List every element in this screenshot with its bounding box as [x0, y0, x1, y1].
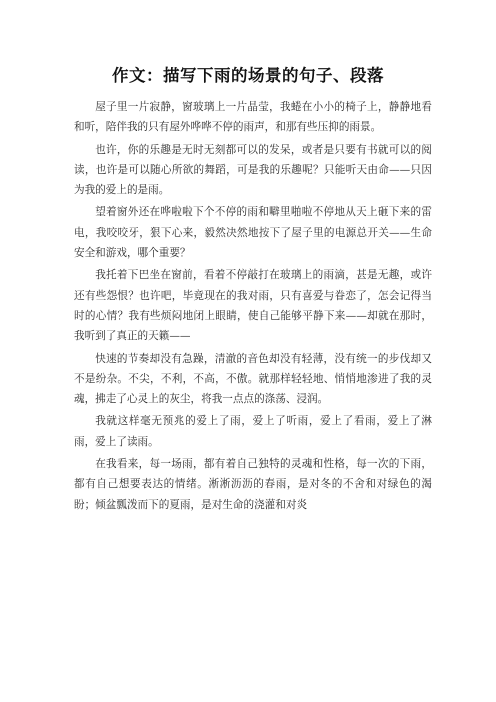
document-body	[74, 97, 432, 517]
paragraph: 在我看来，每一场雨，都有着自己独特的灵魂和性格，每一次的下雨，都有自己想要表达的情绪。淅淅沥沥的春雨，是对冬的不舍和对绿色的渴盼；倾盆瓢泼而下的夏雨，是对生命的浇灌和对炎	[74, 458, 432, 511]
paragraph: 望着窗外还在哗啦啦下个不停的雨和噼里啪啦不停地从天上砸下来的雷电，我咬咬牙，狠下心来，毅然决然地按下了屋子里的电源总开关——生命安全和游戏，哪个重要？	[74, 206, 432, 260]
paragraph: 屋子里一片寂静，窗玻璃上一片晶莹，我蜷在小小的椅子上，静静地看和听，陪伴我的只有屋外哗哗不停的雨声，和那有些压抑的雨景。	[74, 101, 432, 134]
paragraph: 快速的节奏却没有急躁，清澈的音色却没有轻薄，没有统一的步伐却又不是纷杂。不尖，不利，不高，不傲。就那样轻轻地、悄悄地渗进了我的灵魂，拂走了心灵上的灰尘，将我一点点的涤荡、浸润。	[74, 352, 432, 406]
paragraph: 我托着下巴坐在窗前，看着不停敲打在玻璃上的雨滴，甚是无趣，或许还有些怨恨？也许吧，毕竟现在的我对雨，只有喜爱与眷恋了，怎会记得当时的心情？我有些烦闷地闭上眼睛，使自己能够平静下来——却就在那时，我听到了真正的天籁——	[74, 269, 432, 343]
document-title: 作文：描写下雨的场景的句子、段落	[112, 66, 384, 85]
paragraph: 也许，你的乐趣是无时无刻都可以的发呆，或者是只要有书就可以的阅读，也许是可以随心所欲的舞蹈，可是我的乐趣呢？只能听天由命——只因为我的爱上的是雨。	[74, 143, 432, 197]
paragraph: 我就这样毫无预兆的爱上了雨，爱上了听雨，爱上了看雨，爱上了淋雨，爱上了读雨。	[74, 415, 432, 448]
